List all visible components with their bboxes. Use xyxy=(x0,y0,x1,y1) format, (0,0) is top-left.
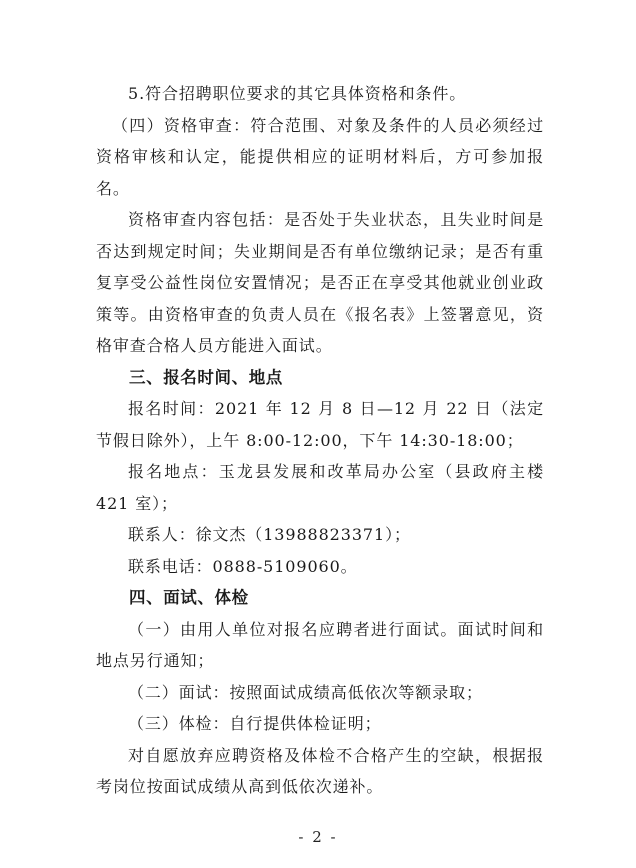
paragraph-interview-scoring: （二）面试：按照面试成绩高低依次等额录取； xyxy=(128,682,483,702)
paragraph-contact-phone: 联系电话：0888-5109060。 xyxy=(128,556,358,576)
page-number: - 2 - xyxy=(298,828,338,846)
section-heading-registration: 三、报名时间、地点 xyxy=(129,367,283,387)
paragraph-contact-person: 联系人：徐文杰（13988823371）； xyxy=(128,525,411,544)
paragraph-qualification-review: （四）资格审查：符合范围、对象及条件的人员必须经过资格审核和认定，能提供相应的证明材料后，方可参加报名。 xyxy=(96,115,544,198)
paragraph-qualification-5: 5.符合招聘职位要求的其它具体资格和条件。 xyxy=(128,84,467,103)
document-body xyxy=(96,78,544,803)
paragraph-registration-place: 报名地点：玉龙县发展和改革局办公室（县政府主楼 421 室）； xyxy=(96,462,544,513)
paragraph-registration-time: 报名时间：2021 年 12 月 8 日—12 月 22 日（法定节假日除外），上午 8:00-12:00，下午 14:30-18:00； xyxy=(96,399,544,450)
paragraph-interview-arrangement: （一）由用人单位对报名应聘者进行面试。面试时间和地点另行通知； xyxy=(96,619,544,670)
paragraph-review-content: 资格审查内容包括：是否处于失业状态，且失业时间是否达到规定时间；失业期间是否有单位缴纳记录；是否有重复享受公益性岗位安置情况；是否正在享受其他就业创业政策等。由资格审查的负责人员在《报名表》上签署意见，资格审查合格人员方能进入面试。 xyxy=(96,210,544,355)
paragraph-vacancy-filling: 对自愿放弃应聘资格及体检不合格产生的空缺，根据报考岗位按面试成绩从高到低依次递补。 xyxy=(96,745,544,796)
section-heading-interview: 四、面试、体检 xyxy=(129,588,249,607)
paragraph-medical-exam: （三）体检：自行提供体检证明； xyxy=(128,714,382,733)
